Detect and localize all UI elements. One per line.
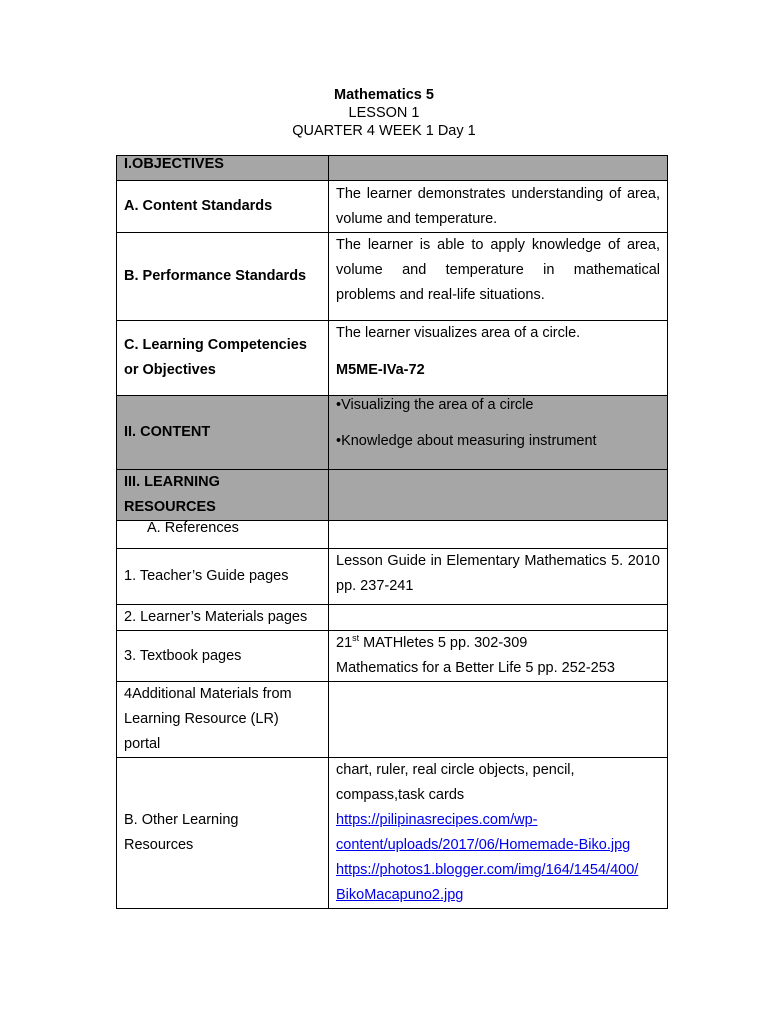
textbook-row (117, 631, 668, 682)
other-resources-row (117, 758, 668, 909)
content-standards-text: The learner demonstrates understanding of area, volume and temperature. (329, 181, 668, 233)
competencies-label-line2: or Objectives (124, 362, 216, 378)
resources-heading-row (117, 470, 668, 521)
other-resources-text-line2: compass,task cards (336, 787, 465, 803)
learners-materials-row (117, 605, 668, 631)
other-resources-cell (329, 758, 668, 909)
link-1[interactable] (336, 808, 660, 858)
textbook-cell (329, 631, 668, 682)
additional-materials-label (117, 682, 329, 758)
link-2[interactable] (336, 858, 660, 908)
references-row (117, 521, 668, 549)
content-cell (329, 396, 668, 470)
competencies-text: The learner visualizes area of a circle. (336, 325, 581, 341)
objectives-heading-empty (329, 156, 668, 181)
content-row (117, 396, 668, 470)
textbook-line1 (336, 631, 660, 656)
learners-materials-empty (329, 605, 668, 631)
schedule-label: QUARTER 4 WEEK 1 Day 1 (292, 123, 476, 139)
additional-materials-empty (329, 682, 668, 758)
content-item-1: •Visualizing the area of a circle (336, 397, 534, 413)
objectives-heading: I.OBJECTIVES (117, 156, 329, 181)
additional-materials-line1: 4Additional Materials from (124, 686, 292, 702)
resources-heading-empty (329, 470, 668, 521)
other-resources-label (117, 758, 329, 909)
content-standards-label: A. Content Standards (117, 181, 329, 233)
link-2-line1[interactable]: https://photos1.blogger.com/img/164/1454/400/ (336, 862, 639, 878)
competencies-code: M5ME-IVa-72 (336, 362, 425, 378)
content-item-2: •Knowledge about measuring instrument (336, 433, 597, 449)
performance-standards-label: B. Performance Standards (117, 233, 329, 321)
additional-materials-line2: Learning Resource (LR) (124, 711, 279, 727)
resources-heading-line2: RESOURCES (124, 499, 216, 515)
performance-standards-text: The learner is able to apply knowledge of area, volume and temperature in mathematical problems and real-life situations. (329, 233, 668, 321)
additional-materials-row (117, 682, 668, 758)
performance-standards-row (117, 233, 668, 321)
competencies-cell (329, 321, 668, 396)
other-resources-label-line1: B. Other Learning (124, 812, 239, 828)
lesson-plan-table (116, 155, 668, 909)
competencies-row (117, 321, 668, 396)
teachers-guide-text: Lesson Guide in Elementary Mathematics 5. 2010 pp. 237-241 (329, 549, 668, 605)
additional-materials-line3: portal (124, 736, 161, 752)
link-1-line1[interactable]: https://pilipinasrecipes.com/wp- (336, 812, 538, 828)
link-2-line2[interactable]: BikoMacapuno2.jpg (336, 887, 464, 903)
teachers-guide-row (117, 549, 668, 605)
content-heading: II. CONTENT (117, 396, 329, 470)
document-header (0, 86, 768, 140)
content-standards-row (117, 181, 668, 233)
textbook-line2: Mathematics for a Better Life 5 pp. 252-253 (336, 660, 615, 676)
teachers-guide-label: 1. Teacher’s Guide pages (117, 549, 329, 605)
references-empty (329, 521, 668, 549)
other-resources-text-line1: chart, ruler, real circle objects, pencil, (336, 762, 575, 778)
textbook-line1-rest: MATHletes 5 pp. 302-309 (359, 635, 528, 651)
textbook-label: 3. Textbook pages (117, 631, 329, 682)
learners-materials-label: 2. Learner’s Materials pages (117, 605, 329, 631)
link-1-line2[interactable]: content/uploads/2017/06/Homemade-Biko.jpg (336, 837, 631, 853)
lesson-label: LESSON 1 (348, 105, 420, 121)
competencies-label (117, 321, 329, 396)
textbook-line1-superscript: st (352, 633, 360, 644)
other-resources-label-line2: Resources (124, 837, 194, 853)
competencies-label-line1: C. Learning Competencies (124, 337, 307, 353)
document-title: Mathematics 5 (334, 87, 434, 103)
objectives-heading-row (117, 156, 668, 181)
resources-heading (117, 470, 329, 521)
resources-heading-line1: III. LEARNING (124, 474, 220, 490)
textbook-line1-number: 21 (336, 635, 353, 651)
references-label: A. References (117, 521, 329, 549)
